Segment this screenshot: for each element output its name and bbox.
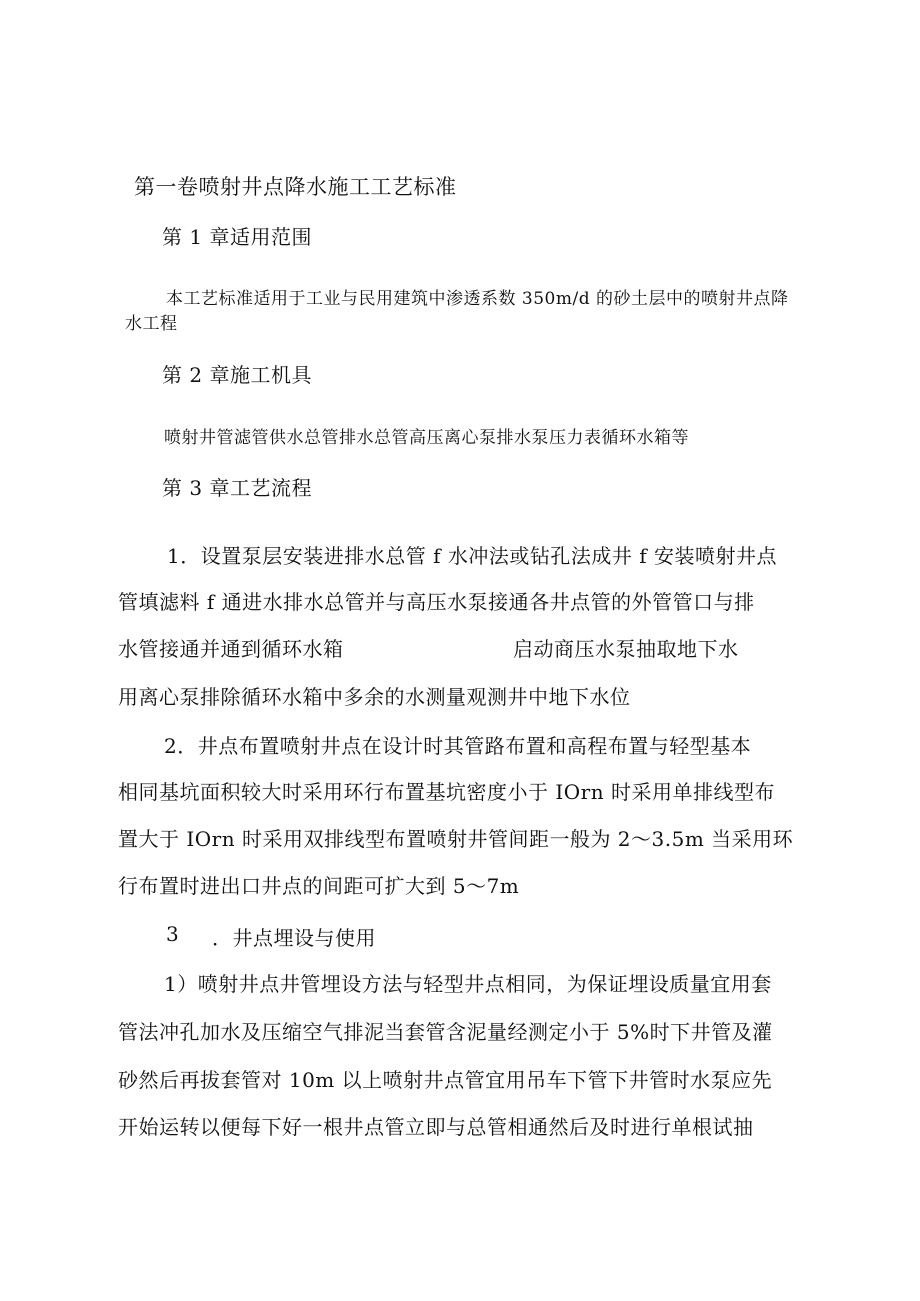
item2-line4: 行布置时进出口井点的间距可扩大到 5～7m bbox=[118, 874, 520, 898]
chapter2-text: 喷射井管滤管供水总管排水总管高压离心泵排水泵压力表循环水箱等 bbox=[164, 428, 689, 448]
item2-line3: 置大于 IOrn 时采用双排线型布置喷射井管间距一般为 2～3.5m 当采用环 bbox=[118, 827, 794, 851]
item3-1-line1: 1）喷射井点井管埋设方法与轻型井点相同，为保证埋设质量宜用套 bbox=[164, 972, 772, 996]
chapter1-text-line1: 本工艺标准适用于工业与民用建筑中渗透系数 350m/d 的砂土层中的喷射井点降 bbox=[166, 289, 789, 309]
item3-1-line3: 砂然后再拔套管对 10m 以上喷射井点管宜用吊车下管下井管时水泵应先 bbox=[118, 1068, 773, 1092]
chapter1-text-line2: 水工程 bbox=[125, 314, 178, 334]
item1-line1: 1．设置泵层安装进排水总管 f 水冲法或钻孔法成井 f 安装喷射井点 bbox=[167, 544, 777, 568]
item1-line3a: 水管接通并通到循环水箱 bbox=[118, 637, 344, 661]
item2-line2: 相同基坑面积较大时采用环行布置基坑密度小于 IOrn 时采用单排线型布 bbox=[118, 780, 775, 804]
item3-1-line2: 管法冲孔加水及压缩空气排泥当套管含泥量经测定小于 5%时下井管及灌 bbox=[118, 1020, 773, 1044]
item2-line1: 2．井点布置喷射井点在设计时其管路布置和高程布置与轻型基本 bbox=[164, 734, 752, 758]
item3-1-line4: 开始运转以便每下好一根井点管立即与总管相通然后及时进行单根试抽 bbox=[118, 1115, 754, 1139]
item1-line4: 用离心泵排除循环水箱中多余的水测量观测井中地下水位 bbox=[118, 685, 631, 709]
item3-label: ．井点埋设与使用 bbox=[212, 926, 376, 950]
chapter3-heading: 第 3 章工艺流程 bbox=[162, 476, 312, 500]
chapter1-heading: 第 1 章适用范围 bbox=[162, 225, 312, 249]
item1-line3b: 启动商压水泵抽取地下水 bbox=[513, 637, 739, 661]
chapter2-heading: 第 2 章施工机具 bbox=[162, 363, 312, 387]
item3-number: 3 bbox=[166, 922, 180, 946]
item1-line2: 管填滤料 f 通进水排水总管并与高压水泵接通各井点管的外管管口与排 bbox=[118, 590, 755, 614]
document-title: 第一卷喷射井点降水施工工艺标准 bbox=[134, 175, 457, 199]
